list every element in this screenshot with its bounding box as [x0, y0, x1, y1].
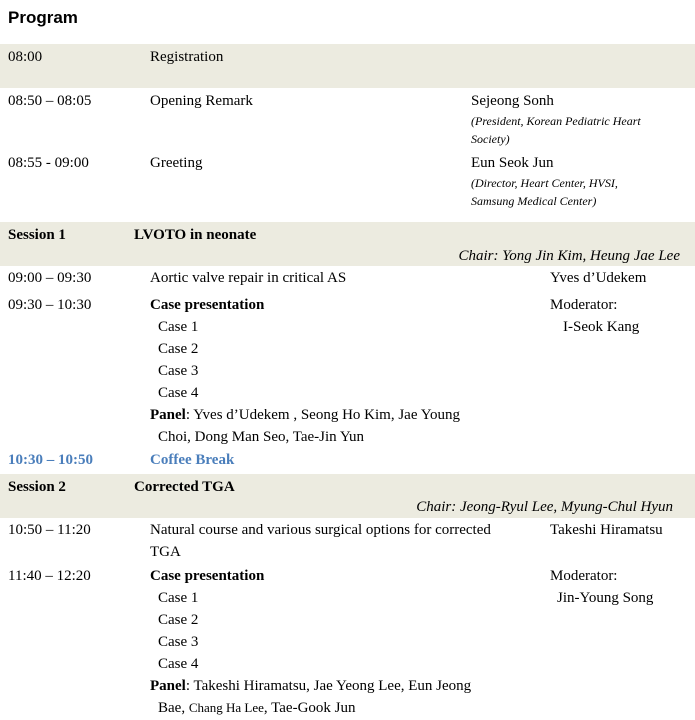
page-title: Program — [8, 8, 78, 27]
session2-label: Session 2 — [8, 479, 66, 495]
session2-panel-name-part: Chang Ha Lee — [188, 700, 264, 715]
session1-title: LVOTO in neonate — [134, 227, 257, 243]
opening-affiliation-line2: Society) — [471, 132, 510, 146]
registration-title: Registration — [150, 49, 224, 65]
session1-case-item: Case 2 — [158, 341, 199, 357]
coffee-break-title: Coffee Break — [150, 452, 235, 468]
session1-panel-label: Panel — [150, 407, 186, 423]
session2-panel-name-part: Bae, — [158, 700, 186, 716]
session1-moderator-label: Moderator: — [550, 297, 618, 313]
session1-panel-names: : Yves d’Udekem , Seong Ho Kim, Jae Young — [185, 407, 461, 423]
session2-panel-names: : Takeshi Hiramatsu, Jae Yeong Lee, Eun Jeong — [185, 678, 472, 694]
registration-time: 08:00 — [8, 49, 43, 65]
session1-case-item: Case 4 — [158, 385, 199, 401]
session1-talk-time: 09:00 – 09:30 — [8, 270, 92, 286]
session1-cases-title: Case presentation — [150, 297, 265, 313]
registration-row-band — [0, 44, 695, 88]
greeting-title: Greeting — [150, 155, 203, 171]
opening-time: 08:50 – 08:05 — [8, 93, 92, 109]
session2-case-item: Case 4 — [158, 656, 199, 672]
session1-label: Session 1 — [8, 227, 66, 243]
greeting-affiliation-line2: Samsung Medical Center) — [471, 194, 597, 208]
greeting-speaker: Eun Seok Jun — [471, 155, 554, 171]
coffee-break-time: 10:30 – 10:50 — [8, 452, 93, 468]
session1-chair: Chair: Yong Jin Kim, Heung Jae Lee — [458, 248, 680, 264]
opening-title: Opening Remark — [150, 93, 253, 109]
session1-case-item: Case 1 — [158, 319, 199, 335]
session2-case-item: Case 2 — [158, 612, 199, 628]
session2-moderator: Jin-Young Song — [557, 590, 654, 606]
session2-talk-speaker: Takeshi Hiramatsu — [550, 522, 663, 538]
session1-cases-time: 09:30 – 10:30 — [8, 297, 92, 313]
session2-panel-line1 — [150, 676, 471, 696]
session1-case-item: Case 3 — [158, 363, 199, 379]
opening-affiliation-line1: (President, Korean Pediatric Heart — [471, 114, 641, 128]
greeting-affiliation-line1: (Director, Heart Center, HVSI, — [471, 176, 618, 190]
session2-talk-title-line2: TGA — [150, 544, 181, 560]
session2-talk-time: 10:50 – 11:20 — [8, 522, 91, 538]
session2-panel-label: Panel — [150, 678, 186, 694]
session2-title: Corrected TGA — [134, 479, 235, 495]
session1-talk-title: Aortic valve repair in critical AS — [150, 270, 347, 286]
session2-chair: Chair: Jeong-Ryul Lee, Myung-Chul Hyun — [416, 499, 673, 515]
opening-speaker: Sejeong Sonh — [471, 93, 554, 109]
session2-panel-line2 — [158, 698, 356, 718]
session1-panel-line2: Choi, Dong Man Seo, Tae-Jin Yun — [158, 429, 365, 445]
session1-talk-speaker: Yves d’Udekem — [550, 270, 647, 286]
session1-moderator: I-Seok Kang — [563, 319, 640, 335]
session2-case-item: Case 1 — [158, 590, 199, 606]
greeting-time: 08:55 - 09:00 — [8, 155, 89, 171]
session2-talk-title-line1: Natural course and various surgical options for corrected — [150, 522, 491, 538]
session2-moderator-label: Moderator: — [550, 568, 618, 584]
session2-cases-title: Case presentation — [150, 568, 265, 584]
session1-panel-line1 — [150, 405, 460, 425]
session2-cases-time: 11:40 – 12:20 — [8, 568, 91, 584]
session2-panel-name-part: , Tae-Gook Jun — [263, 700, 356, 716]
session2-case-item: Case 3 — [158, 634, 199, 650]
